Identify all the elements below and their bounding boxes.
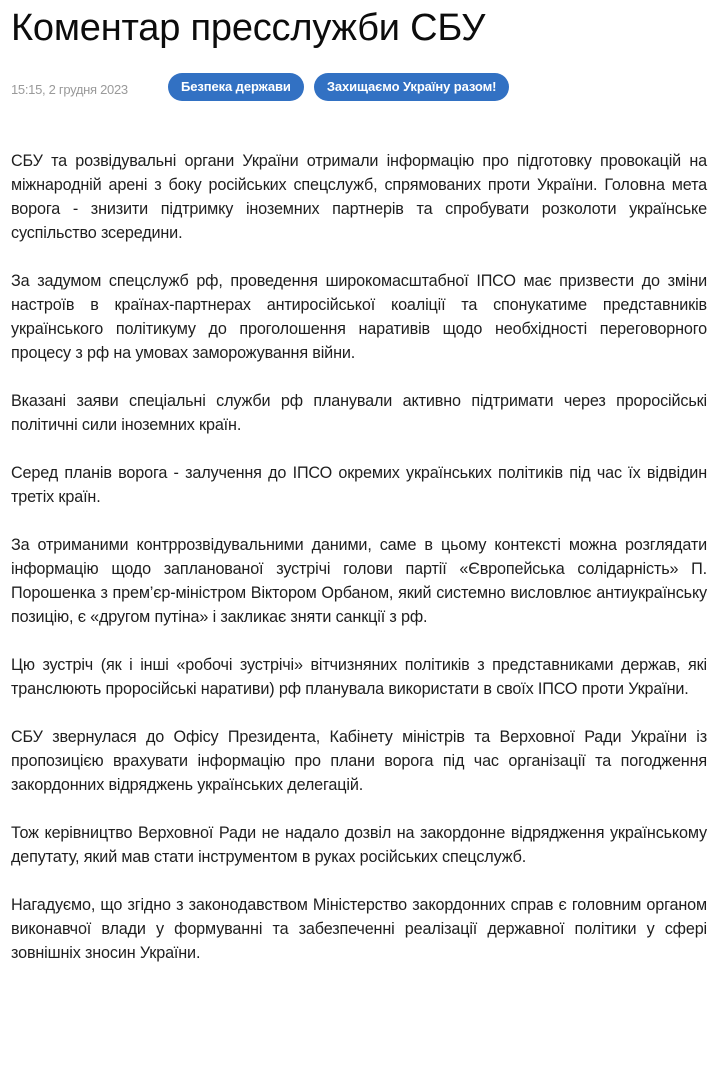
- paragraph: За задумом спецслужб рф, проведення широкомасштабної ІПСО має призвести до зміни настроїв в країнах-партнерах антиросійської коаліції та спонукатиме представників українського політикуму до проголошення наративів щодо необхідності переговорного процесу з рф на умовах заморожування війни.: [11, 272, 707, 362]
- article-body: [11, 149, 707, 965]
- article-meta: [11, 73, 707, 101]
- paragraph: Тож керівництво Верховної Ради не надало дозвіл на закордонне відрядження українському депутату, який мав стати інструментом в руках російських спецслужб.: [11, 824, 707, 866]
- tag-list: [168, 73, 509, 101]
- paragraph: Цю зустріч (як і інші «робочі зустрічі» вітчизняних політиків з представниками держав, які транслюють проросійські наративи) рф планувала використати в своїх ІПСО проти України.: [11, 656, 707, 698]
- paragraph: СБУ звернулася до Офісу Президента, Кабінету міністрів та Верховної Ради України із пропозицією врахувати інформацію про плани ворога під час організації та погодження закордонних відряджень українських делегацій.: [11, 728, 707, 794]
- publish-date: 15:15, 2 грудня 2023: [11, 81, 128, 97]
- page-title: Коментар пресслужби СБУ: [11, 7, 486, 49]
- paragraph: За отриманими контррозвідувальними даними, саме в цьому контексті можна розглядати інформацію щодо запланованої зустрічі голови партії «Європейська солідарність» П. Порошенка з прем’єр-міністром Віктором Орбаном, який системно висловлює антиукраїнську позицію, є «другом путіна» і закликає зняти санкції з рф.: [11, 536, 707, 626]
- tag-defend-ukraine-together[interactable]: Захищаємо Україну разом!: [314, 73, 510, 101]
- paragraph: СБУ та розвідувальні органи України отримали інформацію про підготовку провокацій на міжнародній арені з боку російських спецслужб, спрямованих проти України. Головна мета ворога - знизити підтримку іноземних партнерів та спробувати розколоти українське суспільство зсередини.: [11, 152, 707, 242]
- paragraph: Нагадуємо, що згідно з законодавством Міністерство закордонних справ є головним органом виконавчої влади у формуванні та забезпеченні реалізації державної політики у сфері зовнішніх зносин України.: [11, 896, 707, 962]
- paragraph: Вказані заяви спеціальні служби рф планували активно підтримати через проросійські політичні сили іноземних країн.: [11, 392, 707, 434]
- paragraph: Серед планів ворога - залучення до ІПСО окремих українських політиків під час їх відвідин третіх країн.: [11, 464, 707, 506]
- tag-state-security[interactable]: Безпека держави: [168, 73, 304, 101]
